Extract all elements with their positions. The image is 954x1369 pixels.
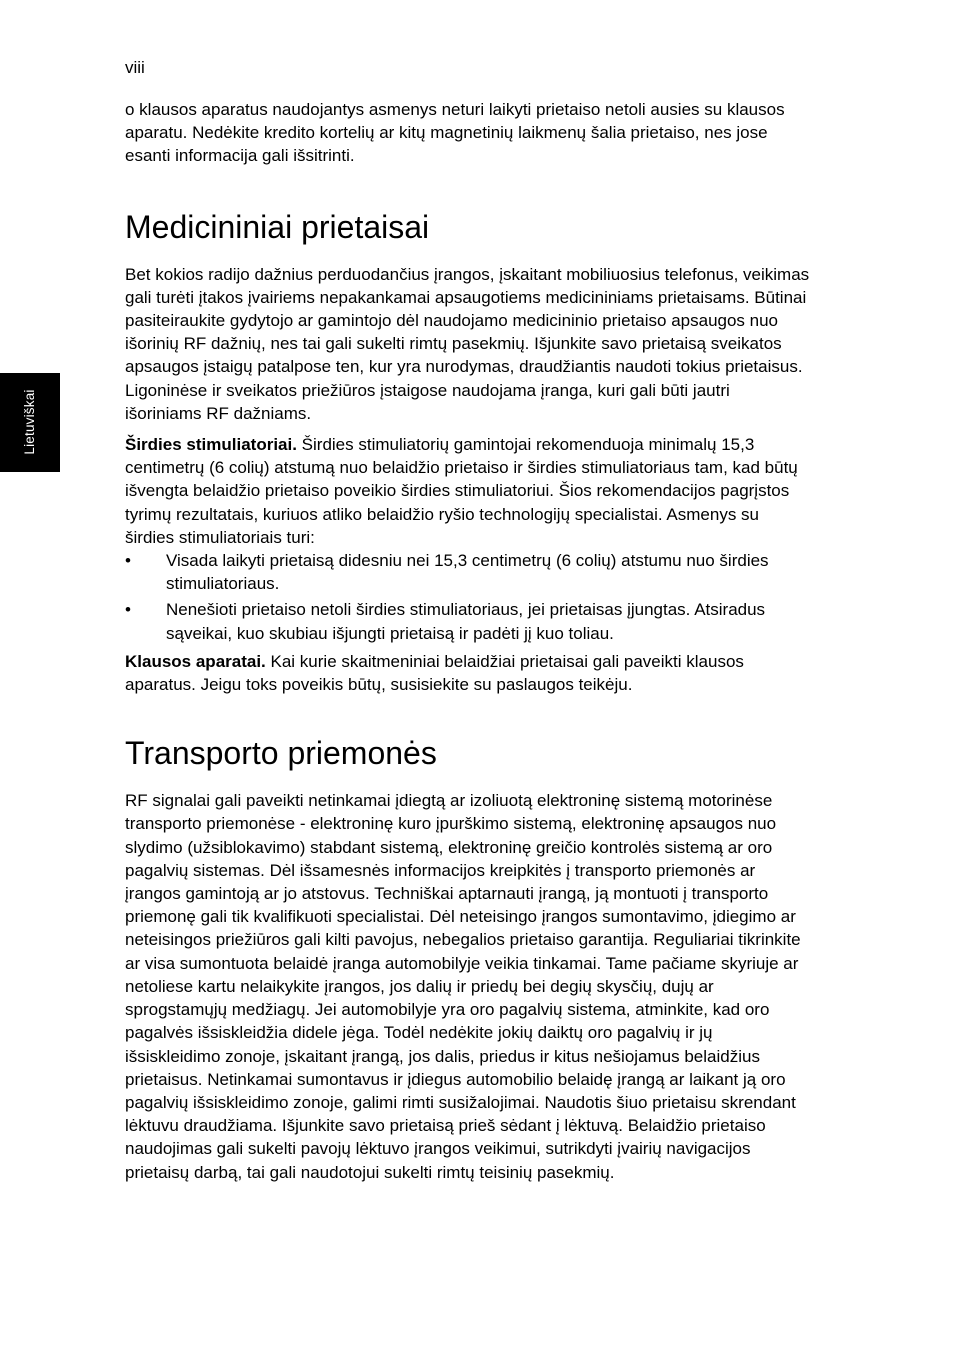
intro-paragraph: o klausos aparatus naudojantys asmenys neturi laikyti prietaiso netoli ausies su klausos aparatu. Nedėkite kredito kortelių ar kitų magnetinių laikmenų šalia prietaiso, nes jose esanti informacija gali išsitrinti. <box>125 100 785 166</box>
pacemakers-text: Širdies stimuliatorių gamintojai rekomenduoja minimalų 15,3 centimetrų (6 colių) atstumą nuo belaidžio prietaiso ir širdies stimuliatoriaus tam, kad būtų išvengta belaidžio prietaiso poveikio širdies stimuliatoriui. Šios rekomendacijos pagrįstos tyrimų rezultatais, kuriuos atliko belaidžio ryšio technologijų specialistai. Asmenys su širdies stimuliatoriais turi: <box>125 435 798 547</box>
bullet-icon: • <box>125 551 131 571</box>
language-side-tab <box>0 373 60 472</box>
bullet-icon: • <box>125 600 131 620</box>
section-heading-vehicles: Transporto priemonės <box>125 735 437 772</box>
list-item-text: Visada laikyti prietaisą didesniu nei 15,3 centimetrų (6 colių) atstumu nuo širdies stimuliatoriaus. <box>166 551 769 594</box>
hearing-aids-text: Kai kurie skaitmeniniai belaidžiai prietaisai gali paveikti klausos aparatus. Jeigu toks poveikis būtų, susisiekite su paslaugos teikėju. <box>125 651 744 695</box>
pacemakers-paragraph <box>125 433 810 549</box>
hearing-aids-lead: Klausos aparatai. <box>125 651 266 671</box>
medical-devices-paragraph: Bet kokios radijo dažnius perduodančius įrangos, įskaitant mobiliuosius telefonus, veikimas gali turėti įtakos įvairiems nepakankamai apsaugotiems medicininiams prietaisams. Būtinai pasiteiraukite gydytojo ar gamintojo dėl naudojamo medicininio prietaiso apsaugos nuo išorinių RF dažnių, nes tai gali sukelti rimtų pasekmių. Išjunkite savo prietaisą sveikatos apsaugos įstaigų patalpose ten, kur yra nurodymas, draudžiantis naudoti tokius prietaisus. Ligoninėse ir sveikatos priežiūros įstaigose naudojama įranga, kuri gali būti jautri išoriniams RF dažniams. <box>125 264 810 423</box>
pacemaker-bullet-list <box>125 549 810 645</box>
pacemakers-lead: Širdies stimuliatoriai. <box>125 435 297 455</box>
section-heading-medical-devices: Medicininiai prietaisai <box>125 208 430 245</box>
list-item-text: Nenešioti prietaiso netoli širdies stimuliatoriaus, jei prietaisas įjungtas. Atsiradus sąveikai, kuo skubiau išjungti prietaisą ir padėti jį kuo toliau. <box>166 600 766 643</box>
hearing-aids-paragraph <box>125 650 810 696</box>
page-content <box>125 98 810 1184</box>
page-number: viii <box>125 58 145 77</box>
list-item <box>125 549 810 595</box>
vehicles-paragraph: RF signalai gali paveikti netinkamai įdiegtą ar izoliuotą elektroninę sistemą motorinėse transporto priemonėse - elektroninę kuro įpurškimo sistemą, elektroninę apsaugos nuo slydimo (užsiblokavimo) stabdant sistemą, elektroninę greičio kontrolės sistemą ar oro pagalvių sistemas. Dėl išsamesnės informacijos kreipkitės į transporto priemonės ar įrangos gamintoją ar jo atstovus. Techniškai aptarnauti įrangą, ją montuoti į transporto priemonę gali tik kvalifikuoti specialistai. Dėl neteisingo įrangos sumontavimo, įdiegimo ar neteisingos priežiūros gali kilti pavojus, nebegalios prietaiso garantija. Reguliariai tikrinkite ar visa sumontuota belaidė įranga automobilyje veikia tinkamai. Tame pačiame skyriuje ar netoliese kartu nelaikykite įrangos, jos dalių ir priedų bei degių skysčių, dujų ar sprogstamųjų medžiagų. Jei automobilyje yra oro pagalvių sistema, atminkite, kad oro pagalvės išsiskleidžia didele jėga. Todėl nedėkite jokių daiktų oro pagalvių ir jų išsiskleidimo zonoje, įskaitant įrangą, jos dalis, priedus ir kitus nešiojamus belaidžius prietaisus. Netinkamai sumontavus ir įdiegus automobilio belaidę įrangą ar laikant ją oro pagalvių išsiskleidimo zonoje, galimi rimti susižalojimai. Naudotis šiuo prietaisu skrendant lėktuvu draudžiama. Išjunkite savo prietaisą prieš sėdant į lėktuvą. Belaidžio prietaiso naudojimas gali sukelti pavojų lėktuvo įrangos veikimui, sutrikdyti įvairių navigacijos prietaisų darbą, tai gali naudotojui sukelti rimtų teisinių pasekmių. <box>125 791 801 1182</box>
list-item <box>125 598 810 644</box>
language-side-tab-label: Lietuviškai <box>22 389 37 455</box>
